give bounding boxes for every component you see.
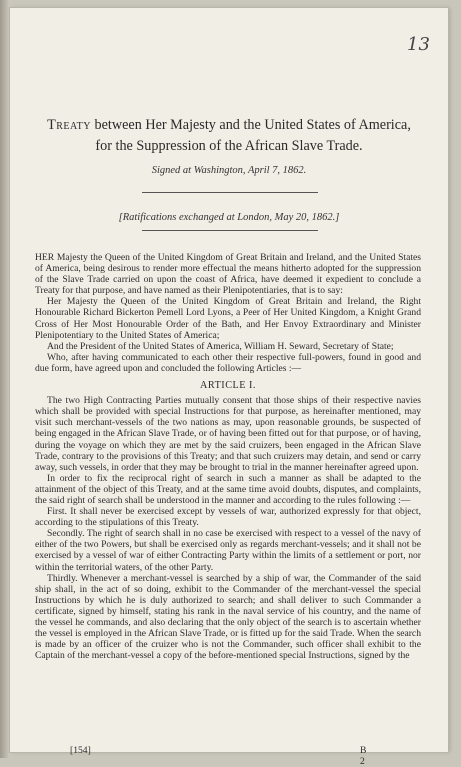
- treaty-title: [30, 115, 428, 157]
- article-paragraph: The two High Contracting Parties mutually consent that those ships of their respective navies which shall be provided with special Instructions for that purpose, as hereinafter mentioned, may visit such merchant-vessels of the two nations as may, upon reasonable grounds, be suspected of being engaged in the African Slave Trade, or of having been fitted out for that purpose, or of having, during the voyage on which they are met by the said cruizers, been engaged in the African Slave Trade, contrary to the provisions of this Treaty; and that such cruizers may detain, and send or carry away, such vessels, in order that they may be brought to trial in the manner hereinafter agreed upon.: [35, 395, 421, 473]
- page-footer: [70, 745, 370, 767]
- title-lead-word: Treaty: [47, 117, 91, 133]
- footer-signature-mark: B 2: [360, 745, 367, 767]
- preamble-paragraph: Who, after having communicated to each other their respective full-powers, found in good and due form, have agreed upon and concluded the following Articles :—: [35, 351, 421, 374]
- preamble-paragraph: And the President of the United States of America, William H. Seward, Secretary of State;: [47, 340, 394, 352]
- preamble-paragraph: HER Majesty the Queen of the United Kingdom of Great Britain and Ireland, and the United States of America, being desirous to render more effectual the means hitherto adopted for the suppression of the Slave Trade carried on upon the coast of Africa, have deemed it expedient to conclude a Treaty for that purpose, and have named as their Plenipotentiaries, that is to say:: [35, 252, 421, 297]
- article-paragraph: Thirdly. Whenever a merchant-vessel is searched by a ship of war, the Commander of the said ship shall, in the act of so doing, exhibit to the Commander of the merchant-vessel the special Instructions by which he is duly authorized to search; and shall deliver to such Commander a certificate, signed by himself, stating his rank in the naval service of his country, and the name of the vessel he commands, and also declaring that the only object of the search is to ascertain whether the vessel is employed in the African Slave Trade, or is fitted up for the said Trade. When the search is made by an officer of the cruizer who is not the Commander, such officer shall exhibit to the Captain of the merchant-vessel a copy of the before-mentioned special Instructions, signed by the: [35, 572, 421, 662]
- signing-line: Signed at Washington, April 7, 1862.: [151, 165, 307, 176]
- footer-sheet-number: [154]: [70, 745, 91, 756]
- folio-number: 13: [407, 34, 430, 55]
- article-heading: ARTICLE I.: [200, 380, 256, 392]
- treaty-body: [35, 252, 421, 661]
- title-line-1-rest: between Her Majesty and the United States of America,: [94, 117, 411, 133]
- preamble-paragraph: Her Majesty the Queen of the United Kingdom of Great Britain and Ireland, the Right Honourable Richard Bickerton Pemell Lord Lyons, a Peer of Her United Kingdom, a Knight Grand Cross of Her Most Honourable Order of the Bath, and Her Envoy Extraordinary and Minister Plenipotentiary to the United States of America;: [35, 296, 421, 341]
- upper-divider-rule: [142, 192, 318, 193]
- title-line-1: [30, 115, 428, 136]
- article-paragraph: In order to fix the reciprocal right of search in such a manner as shall be adapted to the attainment of the object of this Treaty, and at the same time avoid doubts, disputes, and complaints, the said right of search shall be understood in the manner and according to the rules following :—: [35, 472, 421, 506]
- ratifications-line: [Ratifications exchanged at London, May 20, 1862.]: [118, 212, 340, 223]
- article-paragraph: Secondly. The right of search shall in no case be exercised with respect to a vessel of the navy of either of the two Powers, but shall be exercised only as regards merchant-vessels; and it shall not be exercised by a vessel of war of either Contracting Party within the limits of a settlement or port, nor within the territorial waters, of the other Party.: [35, 528, 421, 573]
- document-page: [10, 8, 448, 767]
- lower-divider-rule: [142, 230, 318, 231]
- book-spine-edge: [0, 0, 10, 758]
- article-paragraph: First. It shall never be exercised except by vessels of war, authorized expressly for that object, according to the stipulations of this Treaty.: [35, 506, 421, 529]
- title-line-2: for the Suppression of the African Slave Trade.: [95, 138, 363, 154]
